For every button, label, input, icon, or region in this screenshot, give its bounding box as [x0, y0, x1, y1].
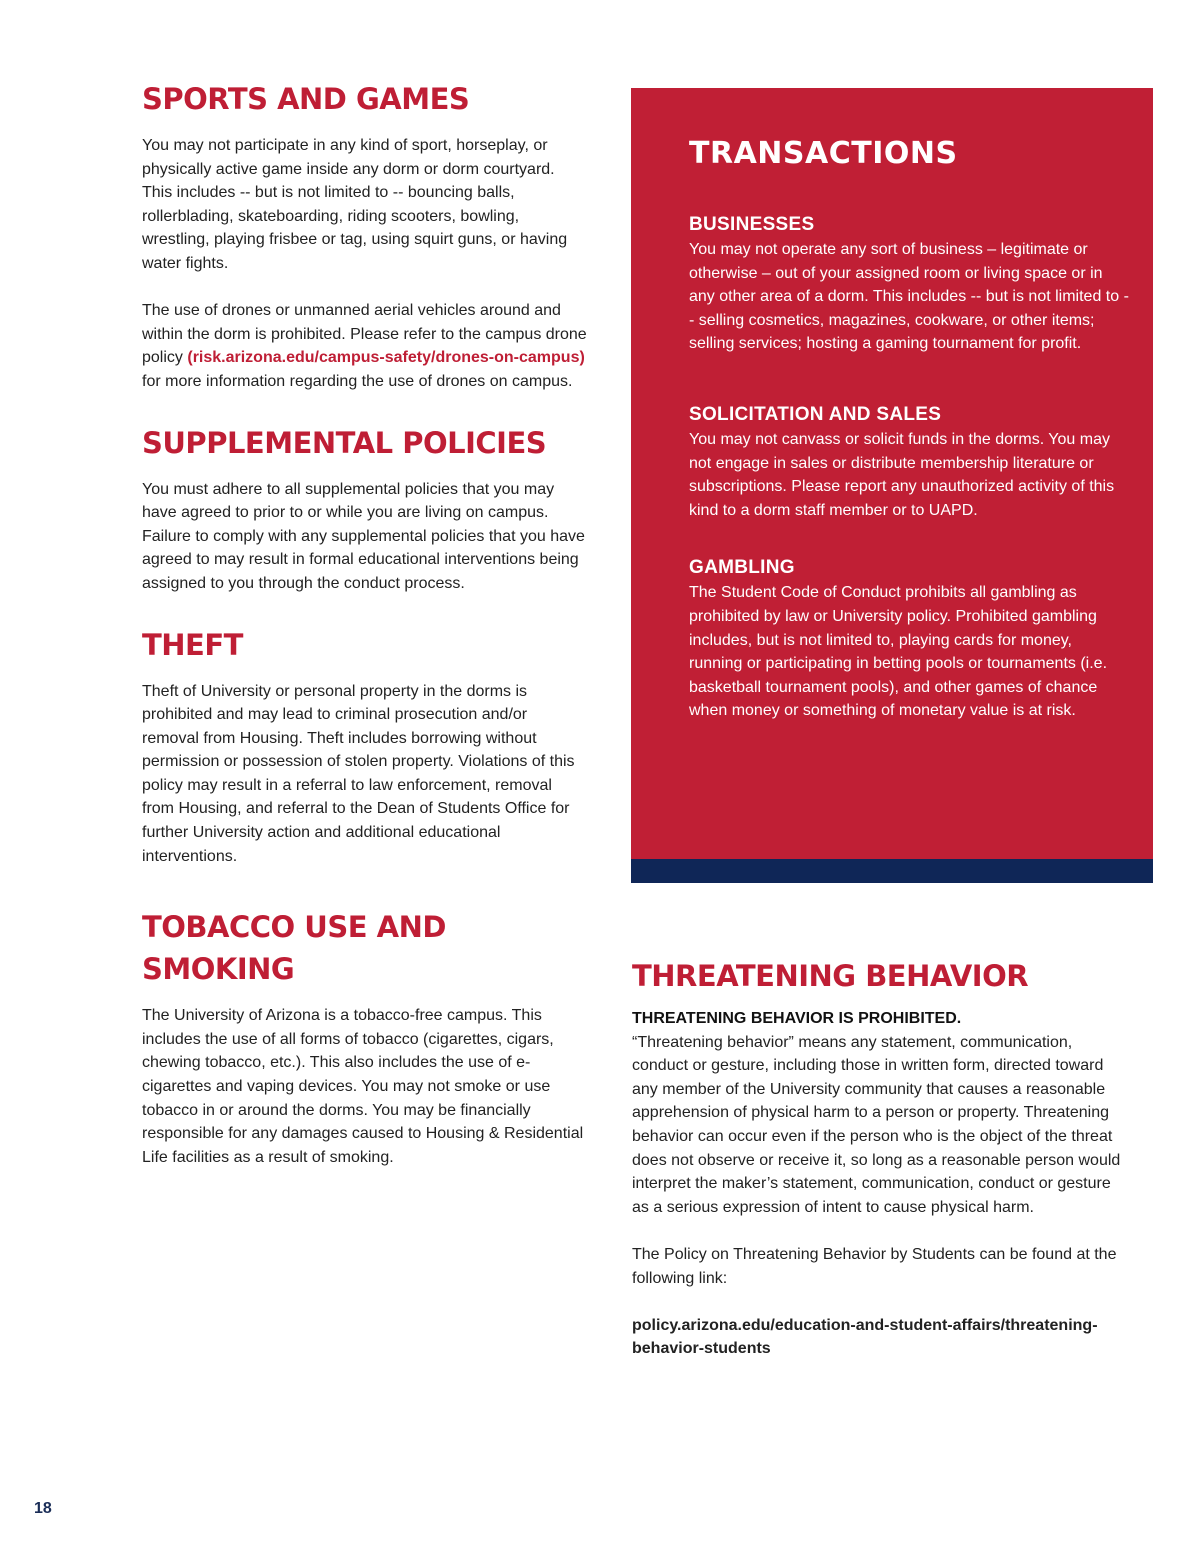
transactions-box: [631, 88, 1153, 883]
sports-heading: SPORTS AND GAMES: [142, 82, 470, 116]
threatening-paragraph-1: “Threatening behavior” means any statement, communication, conduct or gesture, including those in written form, directed toward any member of the University community that causes a reasonable apprehension of physical harm to a person or property. Threatening behavior can occur even if the person who is the object of the threat does not observe or receive it, so long as a reasonable person would interpret the maker’s statement, communication, conduct or gesture as a serious expression of intent to cause physical harm.: [632, 1033, 1121, 1216]
threatening-policy-link[interactable]: policy.arizona.edu/education-and-student-affairs/threatening-behavior-students: [632, 1316, 1098, 1358]
threatening-heading: THREATENING BEHAVIOR: [632, 959, 1029, 993]
drone-text-after: for more information regarding the use of drones on campus.: [142, 372, 573, 390]
theft-heading: THEFT: [142, 627, 243, 662]
supplemental-heading: SUPPLEMENTAL POLICIES: [142, 425, 547, 460]
solicitation-paragraph: You may not canvass or solicit funds in the dorms. You may not engage in sales or distribute membership literature or subscriptions. Please report any unauthorized activity of this kind to a dorm staff member or to UAPD.: [689, 430, 1115, 519]
transactions-content: [689, 132, 1129, 723]
sports-paragraph-1: You may not participate in any kind of sport, horseplay, or physically active game inside any dorm or dorm courtyard. This includes -- but is not limited to -- bouncing balls, rollerblading, skateboarding, riding scooters, bowling, wrestling, playing frisbee or tag, using squirt guns, or having water fights.: [142, 137, 568, 272]
threatening-paragraph-2: The Policy on Threatening Behavior by Students can be found at the following link:: [632, 1245, 1117, 1287]
drone-policy-link[interactable]: (risk.arizona.edu/campus-safety/drones-on-campus): [187, 349, 585, 367]
businesses-heading: BUSINESSES: [689, 214, 815, 235]
solicitation-heading: SOLICITATION AND SALES: [689, 403, 942, 425]
gambling-heading: GAMBLING: [689, 557, 795, 579]
threatening-section: [632, 955, 1132, 1361]
supplemental-section: [142, 422, 587, 596]
sports-section: [142, 78, 587, 394]
page-number: 18: [34, 1500, 52, 1517]
navy-accent-bar: [631, 859, 1153, 883]
gambling-paragraph: The Student Code of Conduct prohibits all gambling as prohibited by law or University policy. Prohibited gambling includes, but is not limited to, playing cards for money, running or participating in betting pools or tournaments (i.e. basketball tournament pools), and other games of chance when money or something of monetary value is at risk.: [689, 584, 1108, 720]
left-column: [142, 78, 587, 1169]
sports-paragraph-2: [142, 299, 587, 393]
supplemental-paragraph: You must adhere to all supplemental policies that you may have agreed to prior to or while you are living on campus. Failure to comply with any supplemental policies that you have agreed to may result in formal educational interventions being assigned to you through the conduct process.: [142, 480, 585, 592]
tobacco-section: [142, 906, 587, 1169]
threatening-subheading: THREATENING BEHAVIOR IS PROHIBITED.: [632, 1010, 962, 1027]
businesses-paragraph: You may not operate any sort of business – legitimate or otherwise – out of your assigned room or living space or in any other area of a dorm. This includes -- but is not limited to -- selling cosmetics, magazines, cookware, or other items; selling services; hosting a gaming tournament for profit.: [689, 241, 1129, 353]
theft-paragraph: Theft of University or personal property in the dorms is prohibited and may lead to criminal prosecution and/or removal from Housing. Theft includes borrowing without permission or possession of stolen property. Violations of this policy may result in a referral to law enforcement, removal from Housing, and referral to the Dean of Students Office for further University action and additional educational interventions.: [142, 682, 575, 865]
theft-section: [142, 624, 587, 869]
tobacco-paragraph: The University of Arizona is a tobacco-free campus. This includes the use of all forms of tobacco (cigarettes, cigars, chewing tobacco, etc.). This also includes the use of e-cigarettes and vaping devices. You may not smoke or use tobacco in or around the dorms. You may be financially responsible for any damages caused to Housing & Residential Life facilities as a result of smoking.: [142, 1007, 584, 1166]
drone-text-before: The use of drones or unmanned aerial vehicles around and within the dorm is prohibited. Please refer to the campus drone policy: [142, 302, 587, 367]
tobacco-heading: TOBACCO USE AND SMOKING: [142, 910, 446, 987]
transactions-heading: TRANSACTIONS: [689, 136, 958, 171]
